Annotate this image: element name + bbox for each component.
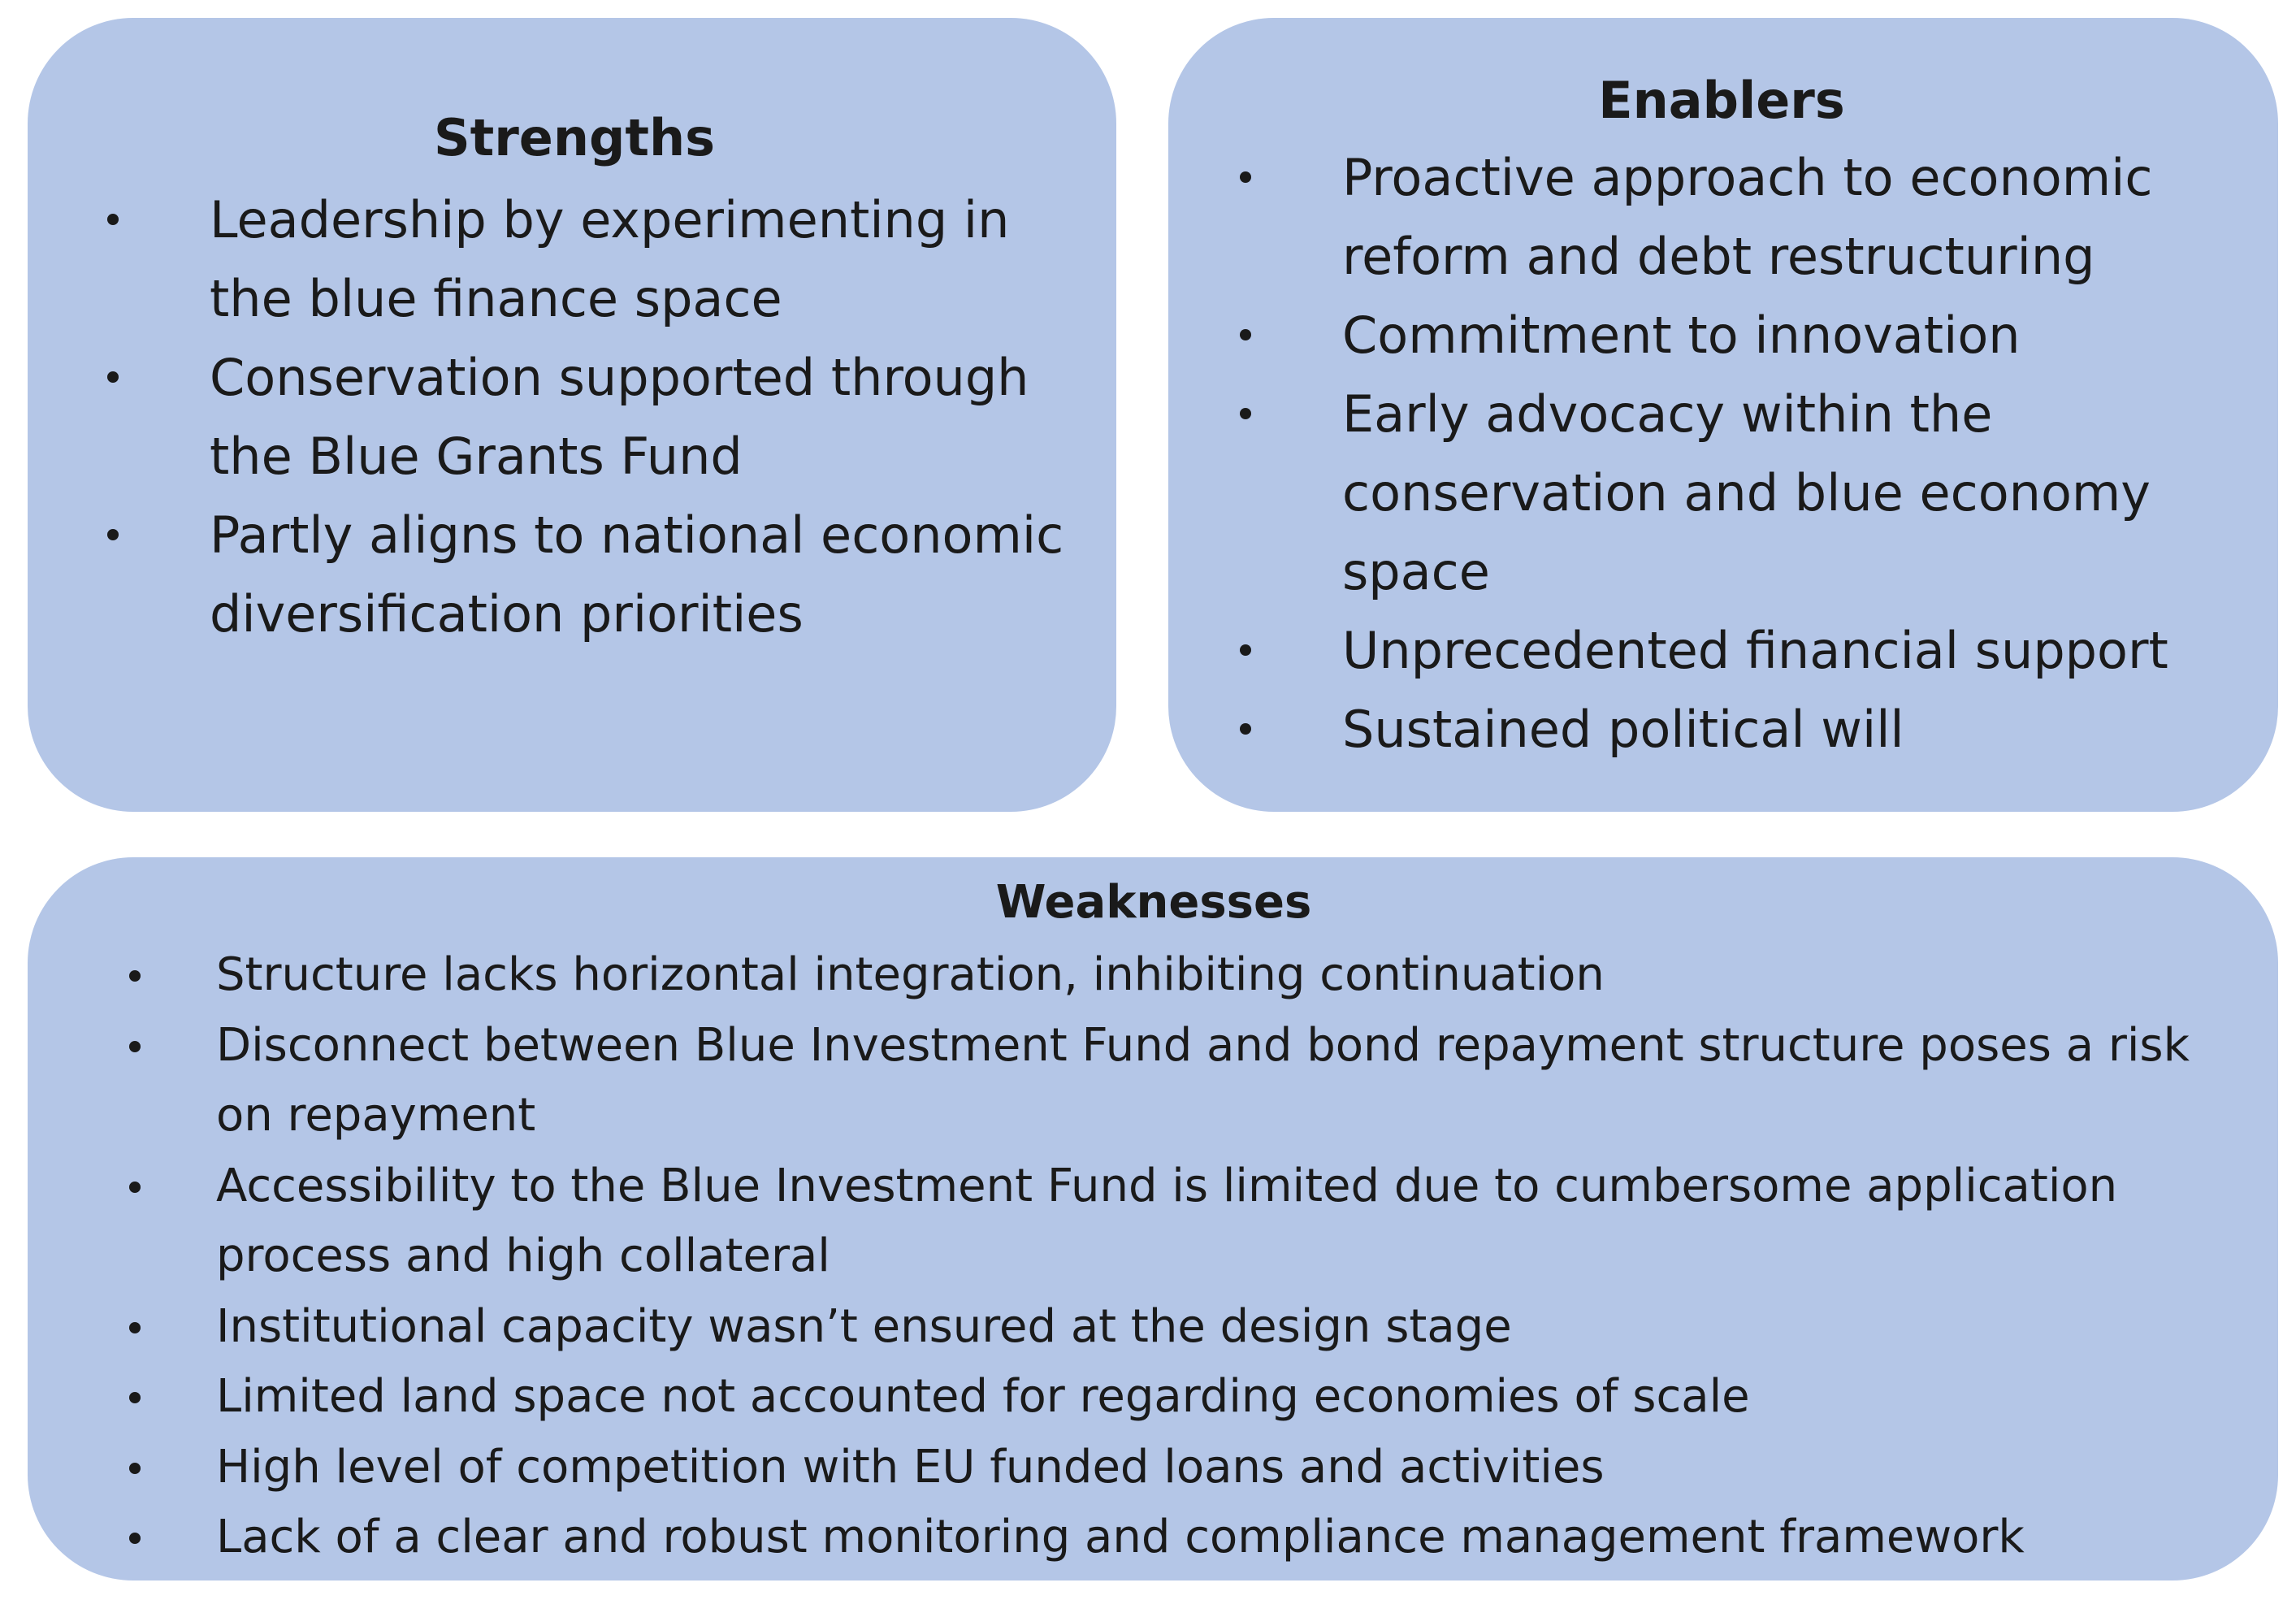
enablers-item: Proactive approach to economic reform and debt restructuring bbox=[1230, 138, 2246, 296]
weaknesses-panel bbox=[28, 857, 2278, 1580]
enablers-title: Enablers bbox=[1598, 71, 1845, 130]
strengths-item: Leadership by experimenting in the blue finance space bbox=[97, 180, 1068, 338]
enablers-item: Early advocacy within the conservation and blue economy space bbox=[1230, 375, 2246, 611]
weaknesses-item: Disconnect between Blue Investment Fund and bond repayment structure poses a risk on repayment bbox=[94, 1011, 2246, 1151]
enablers-list bbox=[1230, 138, 2246, 769]
weaknesses-item: High level of competition with EU funded loans and activities bbox=[94, 1433, 2246, 1503]
strengths-list bbox=[97, 180, 1068, 653]
enablers-item: Sustained political will bbox=[1230, 690, 2246, 769]
strengths-panel bbox=[28, 18, 1116, 812]
strengths-item: Conservation supported through the Blue Grants Fund bbox=[97, 338, 1068, 496]
weaknesses-list bbox=[94, 940, 2246, 1573]
enablers-item: Commitment to innovation bbox=[1230, 296, 2246, 375]
weaknesses-item: Limited land space not accounted for regarding economies of scale bbox=[94, 1362, 2246, 1433]
weaknesses-item: Structure lacks horizontal integration, inhibiting continuation bbox=[94, 940, 2246, 1011]
weaknesses-item: Lack of a clear and robust monitoring and compliance management framework bbox=[94, 1502, 2246, 1573]
weaknesses-title: Weaknesses bbox=[995, 876, 1312, 929]
enablers-panel bbox=[1168, 18, 2278, 812]
enablers-item: Unprecedented financial support bbox=[1230, 611, 2246, 690]
weaknesses-item: Accessibility to the Blue Investment Fund is limited due to cumbersome application process and high collateral bbox=[94, 1151, 2246, 1292]
strengths-item: Partly aligns to national economic diversification priorities bbox=[97, 496, 1068, 653]
weaknesses-item: Institutional capacity wasn’t ensured at the design stage bbox=[94, 1292, 2246, 1363]
strengths-title: Strengths bbox=[433, 108, 716, 167]
